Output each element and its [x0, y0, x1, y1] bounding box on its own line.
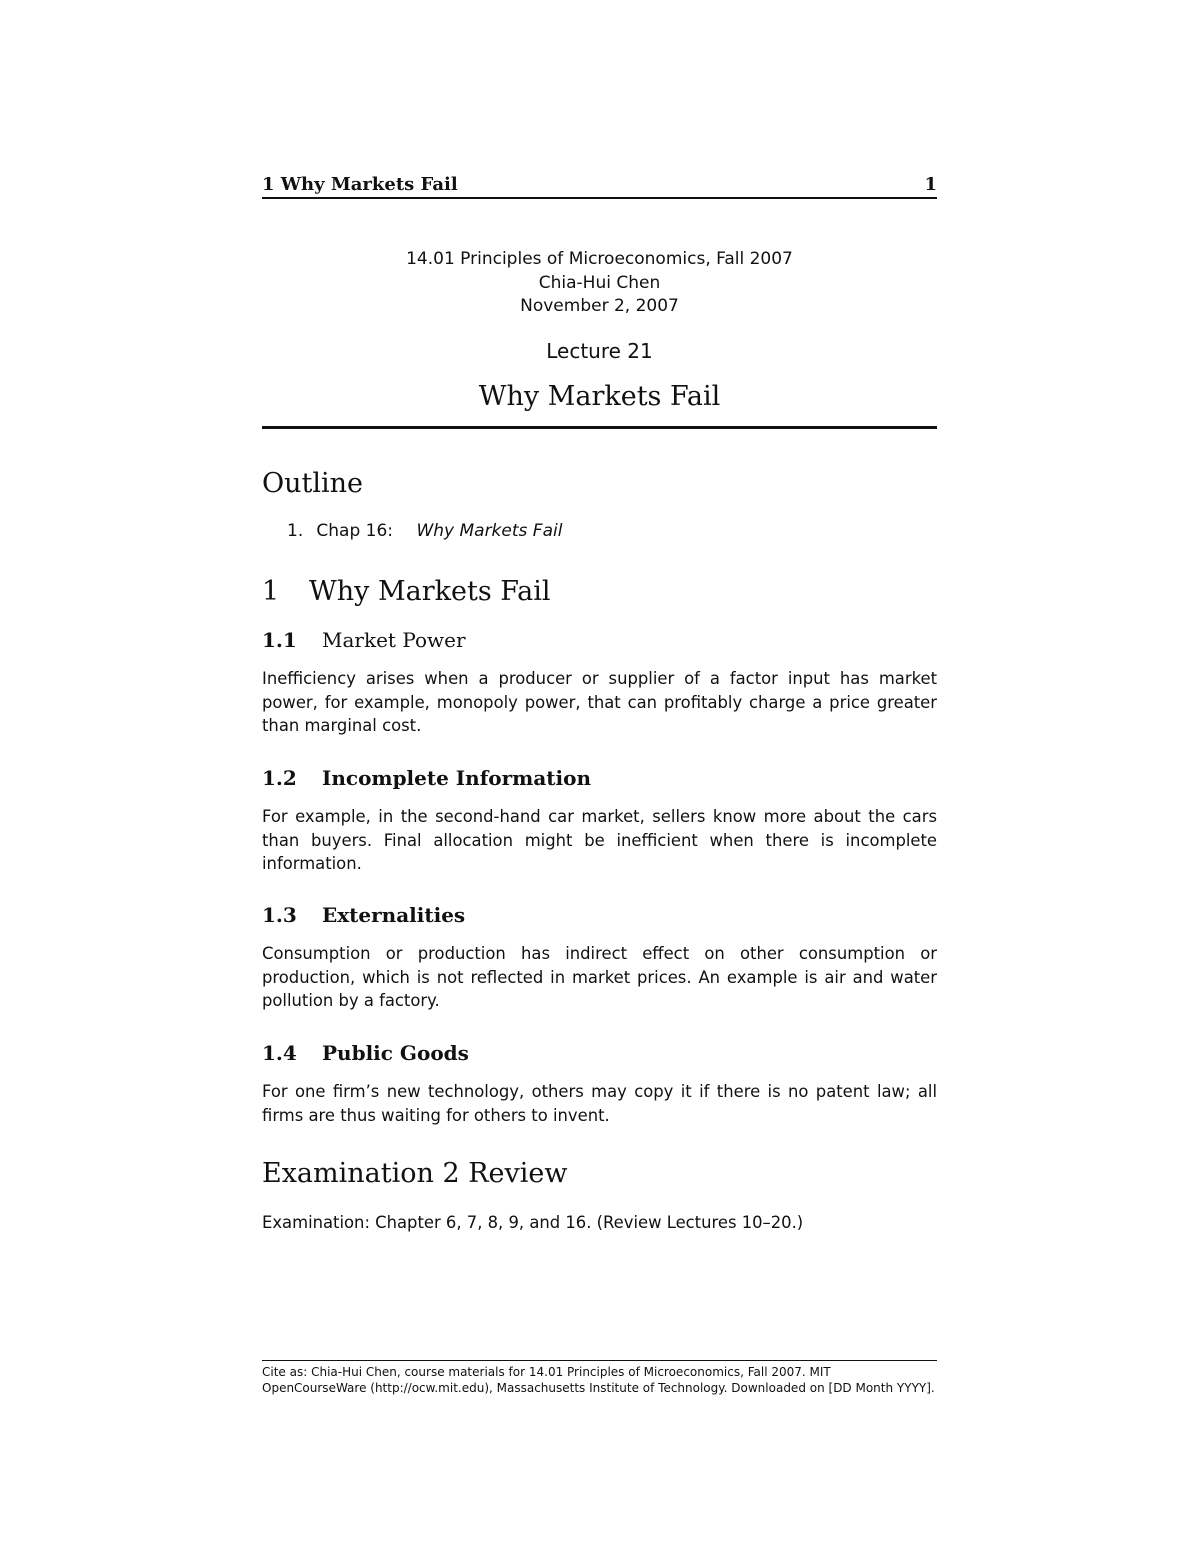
lecture-number: Lecture 21	[546, 339, 653, 363]
outline-heading: Outline	[262, 468, 364, 499]
course-name: 14.01 Principles of Microeconomics, Fall 2007	[406, 249, 793, 269]
section-number: 1	[262, 576, 280, 607]
subsection-heading-externalities	[262, 902, 465, 928]
citation-footnote: Cite as: Chia-Hui Chen, course materials for 14.01 Principles of Microeconomics, Fall 2007. MIT OpenCourseWare (http://ocw.mit.edu), Massachusetts Institute of Technology. Downloaded on [DD Month YYYY].	[262, 1365, 935, 1395]
section-title: Why Markets Fail	[309, 576, 551, 607]
lecture-date: November 2, 2007	[520, 296, 679, 316]
subsection-heading-market-power	[262, 627, 466, 653]
running-header-title: 1 Why Markets Fail	[262, 174, 458, 195]
subsection-title: Market Power	[322, 628, 466, 652]
page-number: 1	[924, 174, 937, 195]
subsection-number: 1.3	[262, 903, 297, 927]
subsection-number: 1.1	[262, 628, 297, 652]
subsection-title: Incomplete Information	[322, 766, 592, 790]
subsection-heading-public-goods	[262, 1040, 469, 1066]
paragraph-externalities: Consumption or production has indirect effect on other consumption or production, which is not reflected in market prices. An example is air and water pollution by a factory.	[262, 944, 937, 1010]
outline-item-title: Why Markets Fail	[416, 521, 563, 541]
subsection-number: 1.4	[262, 1041, 297, 1065]
document-title: Why Markets Fail	[478, 381, 721, 412]
paragraph-exam: Examination: Chapter 6, 7, 8, 9, and 16. (Review Lectures 10–20.)	[262, 1213, 804, 1232]
paragraph-public-goods: For one firm’s new technology, others may copy it if there is no patent law; all firms are thus waiting for others to invent.	[262, 1082, 937, 1125]
running-header	[262, 171, 937, 199]
subsection-heading-incomplete-information	[262, 765, 591, 791]
exam-heading: Examination 2 Review	[262, 1158, 568, 1189]
subsection-number: 1.2	[262, 766, 297, 790]
subsection-title: Externalities	[322, 903, 466, 927]
outline-item	[287, 520, 562, 543]
footnote-divider	[262, 1360, 937, 1361]
paragraph-incomplete-information: For example, in the second-hand car market, sellers know more about the cars than buyers. Final allocation might be inefficient when there is incomplete information.	[262, 807, 937, 873]
outline-item-number: 1.	[287, 521, 304, 541]
section-heading	[262, 574, 551, 610]
paragraph-market-power: Inefficiency arises when a producer or supplier of a factor input has market power, for example, monopoly power, that can profitably charge a price greater than marginal cost.	[262, 669, 937, 735]
title-divider	[262, 426, 937, 429]
author-name: Chia-Hui Chen	[538, 273, 661, 293]
subsection-title: Public Goods	[322, 1041, 469, 1065]
outline-item-chapter: Chap 16:	[316, 521, 394, 541]
